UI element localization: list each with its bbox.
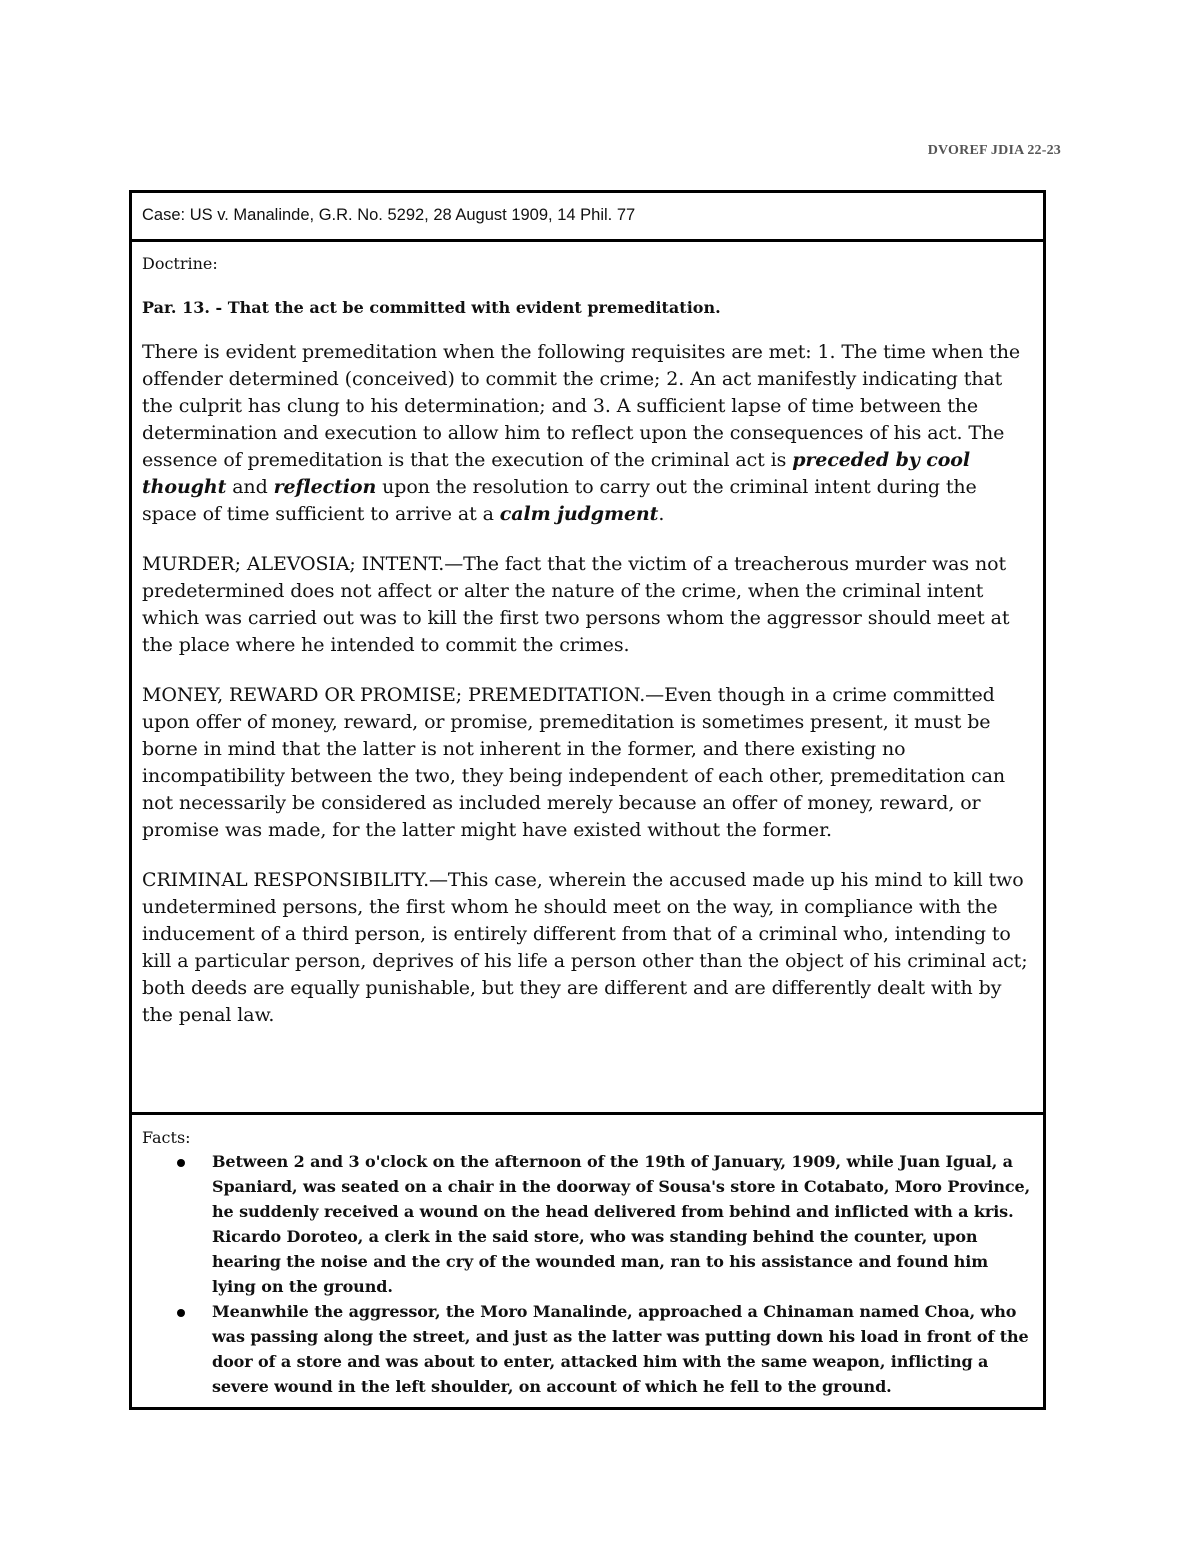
premeditation-emphasis-2: reflection xyxy=(273,476,377,498)
premeditation-text-2: and xyxy=(226,476,274,498)
doctrine-par13: Par. 13. - That the act be committed with evident premeditation. xyxy=(142,298,721,317)
case-digest-table xyxy=(129,190,1046,1410)
doctrine-label: Doctrine: xyxy=(142,254,218,273)
facts-section xyxy=(132,1112,1043,1407)
facts-label: Facts: xyxy=(142,1128,191,1147)
document-header-code: DVOREF JDIA 22-23 xyxy=(927,143,1061,158)
premeditation-text-3: upon the resolution to carry out the criminal intent during the space of time sufficient to arrive at a xyxy=(142,476,977,525)
premeditation-paragraph xyxy=(142,339,1033,528)
case-title xyxy=(142,206,1033,225)
premeditation-emphasis-3: calm judgment xyxy=(499,503,659,525)
fact-text: Meanwhile the aggressor, the Moro Manalinde, approached a Chinaman named Choa, who was passing along the street, and just as the latter was putting down his load in front of the door of a store and was about to enter, attacked him with the same weapon, inflicting a severe wound in the left shoulder, on account of which he fell to the ground. xyxy=(212,1302,1029,1396)
bullet-icon xyxy=(177,1159,185,1167)
fact-text: Between 2 and 3 o'clock on the afternoon of the 19th of January, 1909, while Juan Igual, a Spaniard, was seated on a chair in the doorway of Sousa's store in Cotabato, Moro Province, he suddenly received a wound on the head delivered from behind and inflicted with a kris. Ricardo Doroteo, a clerk in the said store, who was standing behind the counter, upon hearing the noise and the cry of the wounded man, ran to his assistance and found him lying on the ground. xyxy=(212,1152,1031,1296)
murder-paragraph: MURDER; ALEVOSIA; INTENT.—The fact that the victim of a treacherous murder was not predetermined does not affect or alter the nature of the crime, when the criminal intent which was carried out was to kill the first two persons whom the aggressor should meet at the place where he intended to commit the crimes. xyxy=(142,553,1010,656)
case-label: Case: xyxy=(142,206,186,224)
list-item xyxy=(212,1149,1033,1299)
bullet-icon xyxy=(177,1309,185,1317)
case-row xyxy=(132,193,1043,239)
premeditation-text-4: . xyxy=(658,503,665,525)
criminal-responsibility-paragraph: CRIMINAL RESPONSIBILITY.—This case, wherein the accused made up his mind to kill two undetermined persons, the first whom he should meet on the way, in compliance with the inducement of a third person, is entirely different from that of a criminal who, intending to kill a particular person, deprives of his life a person other than the object of his criminal act; both deeds are equally punishable, but they are different and are differently dealt with by the penal law. xyxy=(142,869,1028,1026)
case-citation: US v. Manalinde, G.R. No. 5292, 28 August 1909, 14 Phil. 77 xyxy=(189,206,636,224)
doctrine-section xyxy=(132,239,1043,1112)
premeditation-text-1: There is evident premeditation when the following requisites are met: 1. The time when the offender determined (conceived) to commit the crime; 2. An act manifestly indicating that the culprit has clung to his determination; and 3. A sufficient lapse of time between the determination and execution to allow him to reflect upon the consequences of his act. The essence of premeditation is that the execution of the criminal act is xyxy=(142,341,1020,471)
premeditation-emphasis-1: preceded by cool thought xyxy=(142,449,970,498)
facts-list xyxy=(142,1149,1033,1399)
list-item xyxy=(212,1299,1033,1399)
money-reward-paragraph: MONEY, REWARD OR PROMISE; PREMEDITATION.—Even though in a crime committed upon offer of money, reward, or promise, premeditation is sometimes present, it must be borne in mind that the latter is not inherent in the former, and there existing no incompatibility between the two, they being independent of each other, premeditation can not necessarily be considered as included merely because an offer of money, reward, or promise was made, for the latter might have existed without the former. xyxy=(142,684,1005,841)
